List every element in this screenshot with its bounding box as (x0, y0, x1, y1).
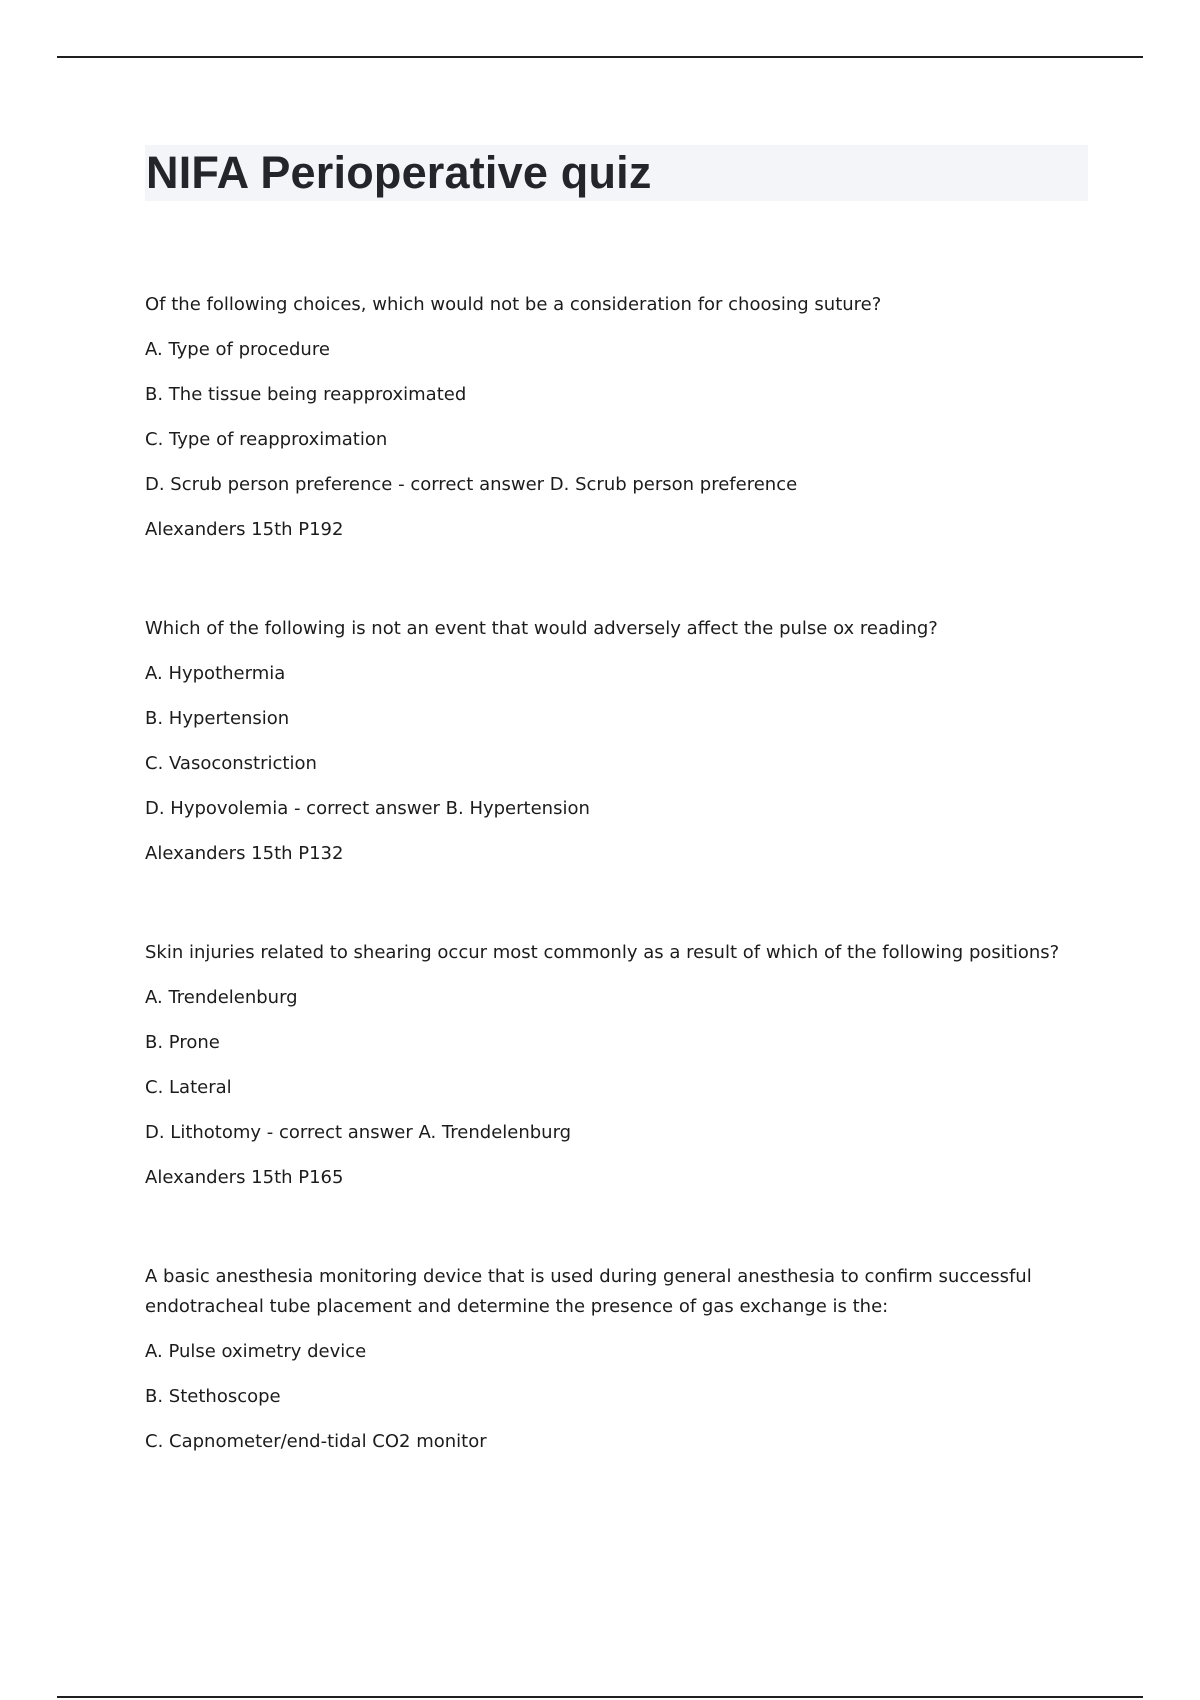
question-block (145, 938, 1095, 1193)
answer-option: A. Pulse oximetry device (145, 1341, 367, 1362)
quiz-content (145, 290, 1095, 1526)
answer-option: B. The tissue being reapproximated (145, 384, 467, 405)
reference-citation: Alexanders 15th P192 (145, 519, 344, 540)
answer-option: B. Stethoscope (145, 1386, 281, 1407)
answer-option: B. Prone (145, 1032, 220, 1053)
answer-option: C. Type of reapproximation (145, 429, 388, 450)
answer-option: A. Type of procedure (145, 339, 330, 360)
question-text: Which of the following is not an event that would adversely affect the pulse ox reading? (145, 618, 938, 639)
answer-option: C. Lateral (145, 1077, 232, 1098)
answer-option: A. Trendelenburg (145, 987, 298, 1008)
answer-option: B. Hypertension (145, 708, 290, 729)
answer-option: D. Lithotomy - correct answer A. Trendelenburg (145, 1122, 572, 1143)
question-text: Skin injuries related to shearing occur most commonly as a result of which of the following positions? (145, 942, 1060, 963)
bottom-rule (57, 1696, 1143, 1698)
top-rule (57, 56, 1143, 58)
reference-citation: Alexanders 15th P165 (145, 1167, 344, 1188)
question-block (145, 614, 1095, 869)
answer-option: A. Hypothermia (145, 663, 286, 684)
question-block (145, 1262, 1095, 1457)
question-text: Of the following choices, which would not be a consideration for choosing suture? (145, 294, 882, 315)
document-title: NIFA Perioperative quiz (146, 147, 652, 198)
question-block (145, 290, 1095, 545)
answer-option: D. Hypovolemia - correct answer B. Hypertension (145, 798, 590, 819)
answer-option: D. Scrub person preference - correct answer D. Scrub person preference (145, 474, 798, 495)
question-text: A basic anesthesia monitoring device that is used during general anesthesia to confirm successful endotracheal tube placement and determine the presence of gas exchange is the: (145, 1266, 1032, 1317)
answer-option: C. Vasoconstriction (145, 753, 317, 774)
answer-option: C. Capnometer/end-tidal CO2 monitor (145, 1431, 487, 1452)
reference-citation: Alexanders 15th P132 (145, 843, 344, 864)
